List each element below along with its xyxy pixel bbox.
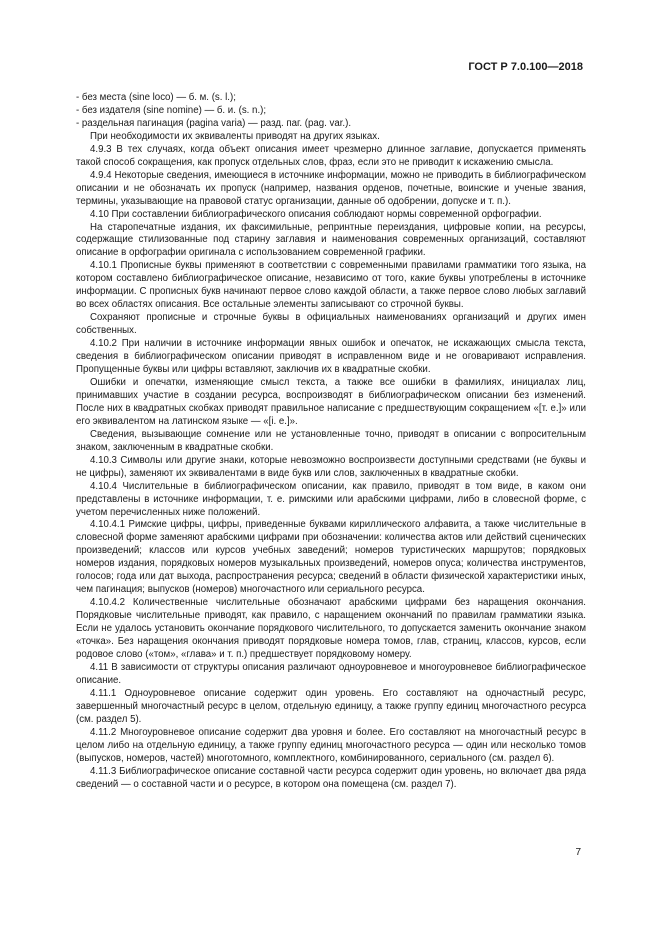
paragraph: 4.10.4.2 Количественные числительные обозначают арабскими цифрами без наращения окончания. Порядковые числительные приводят, как правило, с наращением окончаний по правилам грамматики языка. Если не удалось установить окончание порядкового числительного, то допускается заменить окончание знаком «точка». Без наращения окончания приводят порядковые номера томов, глав, страниц, классов, курсов, если родовое слово («том», «глава» и т. п.) предшествует порядковому номеру. xyxy=(76,597,586,660)
paragraph: На старопечатные издания, их факсимильные, репринтные переиздания, цифровые копии, на ресурсы, содержащие стилизованные под старину заглавия и наименования современных организаций, составляют описание в орфографии оригинала с использованием современной графики. xyxy=(76,221,586,259)
paragraph: 4.11.3 Библиографическое описание составной части ресурса содержит один уровень, но включает два ряда сведений — о составной части и о ресурсе, в котором она помещена (см. раздел 7). xyxy=(76,765,586,790)
paragraph: 4.9.3 В тех случаях, когда объект описания имеет чрезмерно длинное заглавие, допускается применять такой способ сокращения, как пропуск отдельных слов, фраз, если это не приводит к искажению смысла. xyxy=(76,143,586,168)
paragraph: 4.10.3 Символы или другие знаки, которые невозможно воспроизвести доступными средствами (не буквы и не цифры), заменяют их эквивалентами в виде букв или слов, заключенных в квадратные скобки. xyxy=(76,454,586,479)
paragraph: 4.11.2 Многоуровневое описание содержит два уровня и более. Его составляют на многочастный ресурс в целом либо на отдельную единицу, а также группу единиц многочастного ресурса — один или несколько томов (выпусков, номеров, частей) многотомного, комплектного, комбинированного, сериального (см. раздел 6). xyxy=(76,726,586,764)
list-item: ‐ без издателя (sine nomine) — б. и. (s. n.); xyxy=(76,104,267,116)
paragraph: 4.11.1 Одноуровневое описание содержит один уровень. Его составляют на одночастный ресурс, завершенный многочастный ресурс в целом, отдельную единицу, а также группу единиц многочастного ресурса (см. раздел 5). xyxy=(76,687,586,725)
page-number: 7 xyxy=(575,847,581,858)
paragraph: 4.11 В зависимости от структуры описания различают одноуровневое и многоуровневое библиографическое описание. xyxy=(76,661,586,686)
list-item: ‐ раздельная пагинация (pagina varia) — разд. паг. (pag. var.). xyxy=(76,117,352,129)
standard-header: ГОСТ Р 7.0.100—2018 xyxy=(468,61,583,73)
paragraph: 4.10 При составлении библиографического описания соблюдают нормы современной орфографии. xyxy=(90,208,542,220)
list-item: ‐ без места (sine loco) — б. м. (s. l.); xyxy=(76,92,236,103)
paragraph: При необходимости их эквиваленты приводят на других языках. xyxy=(90,130,380,142)
document-body xyxy=(76,92,586,791)
paragraph: Ошибки и опечатки, изменяющие смысл текста, а также все ошибки в фамилиях, инициалах лиц, принимавших участие в создании ресурса, воспроизводят в библиографическом описании без изменений. После них в квадратных скобках приводят правильное написание с предшествующим сокращением «[т. е.]» или его эквивалентом на латинском языке — «[i. e.]». xyxy=(76,376,586,427)
paragraph: Сведения, вызывающие сомнение или не установленные точно, приводят в описании с вопросительным знаком, заключенным в квадратные скобки. xyxy=(76,428,586,453)
paragraph: 4.10.1 Прописные буквы применяют в соответствии с современными правилами грамматики того языка, на котором составлено библиографическое описание, независимо от того, какие буквы употреблены в источнике информации. С прописных букв начинают первое слово каждой области, а также первое слово любых заглавий во всех областях описания. Все остальные элементы записывают со строчной буквы. xyxy=(76,260,586,311)
paragraph: 4.10.2 При наличии в источнике информации явных ошибок и опечаток, не искажающих смысла текста, сведения в библиографическом описании приводят в исправленном виде и не оговаривают исправления. Пропущенные буквы или цифры вставляют, заключив их в квадратные скобки. xyxy=(76,338,586,376)
paragraph: Сохраняют прописные и строчные буквы в официальных наименованиях организаций и других имен собственных. xyxy=(76,312,586,337)
paragraph: 4.10.4 Числительные в библиографическом описании, как правило, приводят в том виде, в каком они представлены в источнике информации, т. е. римскими или арабскими цифрами, либо в словесной форме, с учетом перечисленных ниже положений. xyxy=(76,480,586,518)
paragraph: 4.10.4.1 Римские цифры, цифры, приведенные буквами кириллического алфавита, а также числительные в словесной форме заменяют арабскими цифрами при обозначении: количества актов или действий сценических произведений; классов или курсов учебных заведений; номеров туристических маршрутов; порядковых номеров издания, порядковых номеров музыкальных произведений, номеров опуса; количества инструментов, голосов; года или дат выхода, распространения ресурса; сведений в области физической характеристики иных, чем пагинация; выпусков (номеров) многочастного или сериального ресурса. xyxy=(76,519,586,596)
paragraph: 4.9.4 Некоторые сведения, имеющиеся в источнике информации, можно не приводить в библиографическом описании и не обозначать их пропуск (например, названия орденов, почетные, воинские и ученые звания, термины, указывающие на правовой статус организации, данные об одобрении, допуске и т. п.). xyxy=(76,169,586,207)
